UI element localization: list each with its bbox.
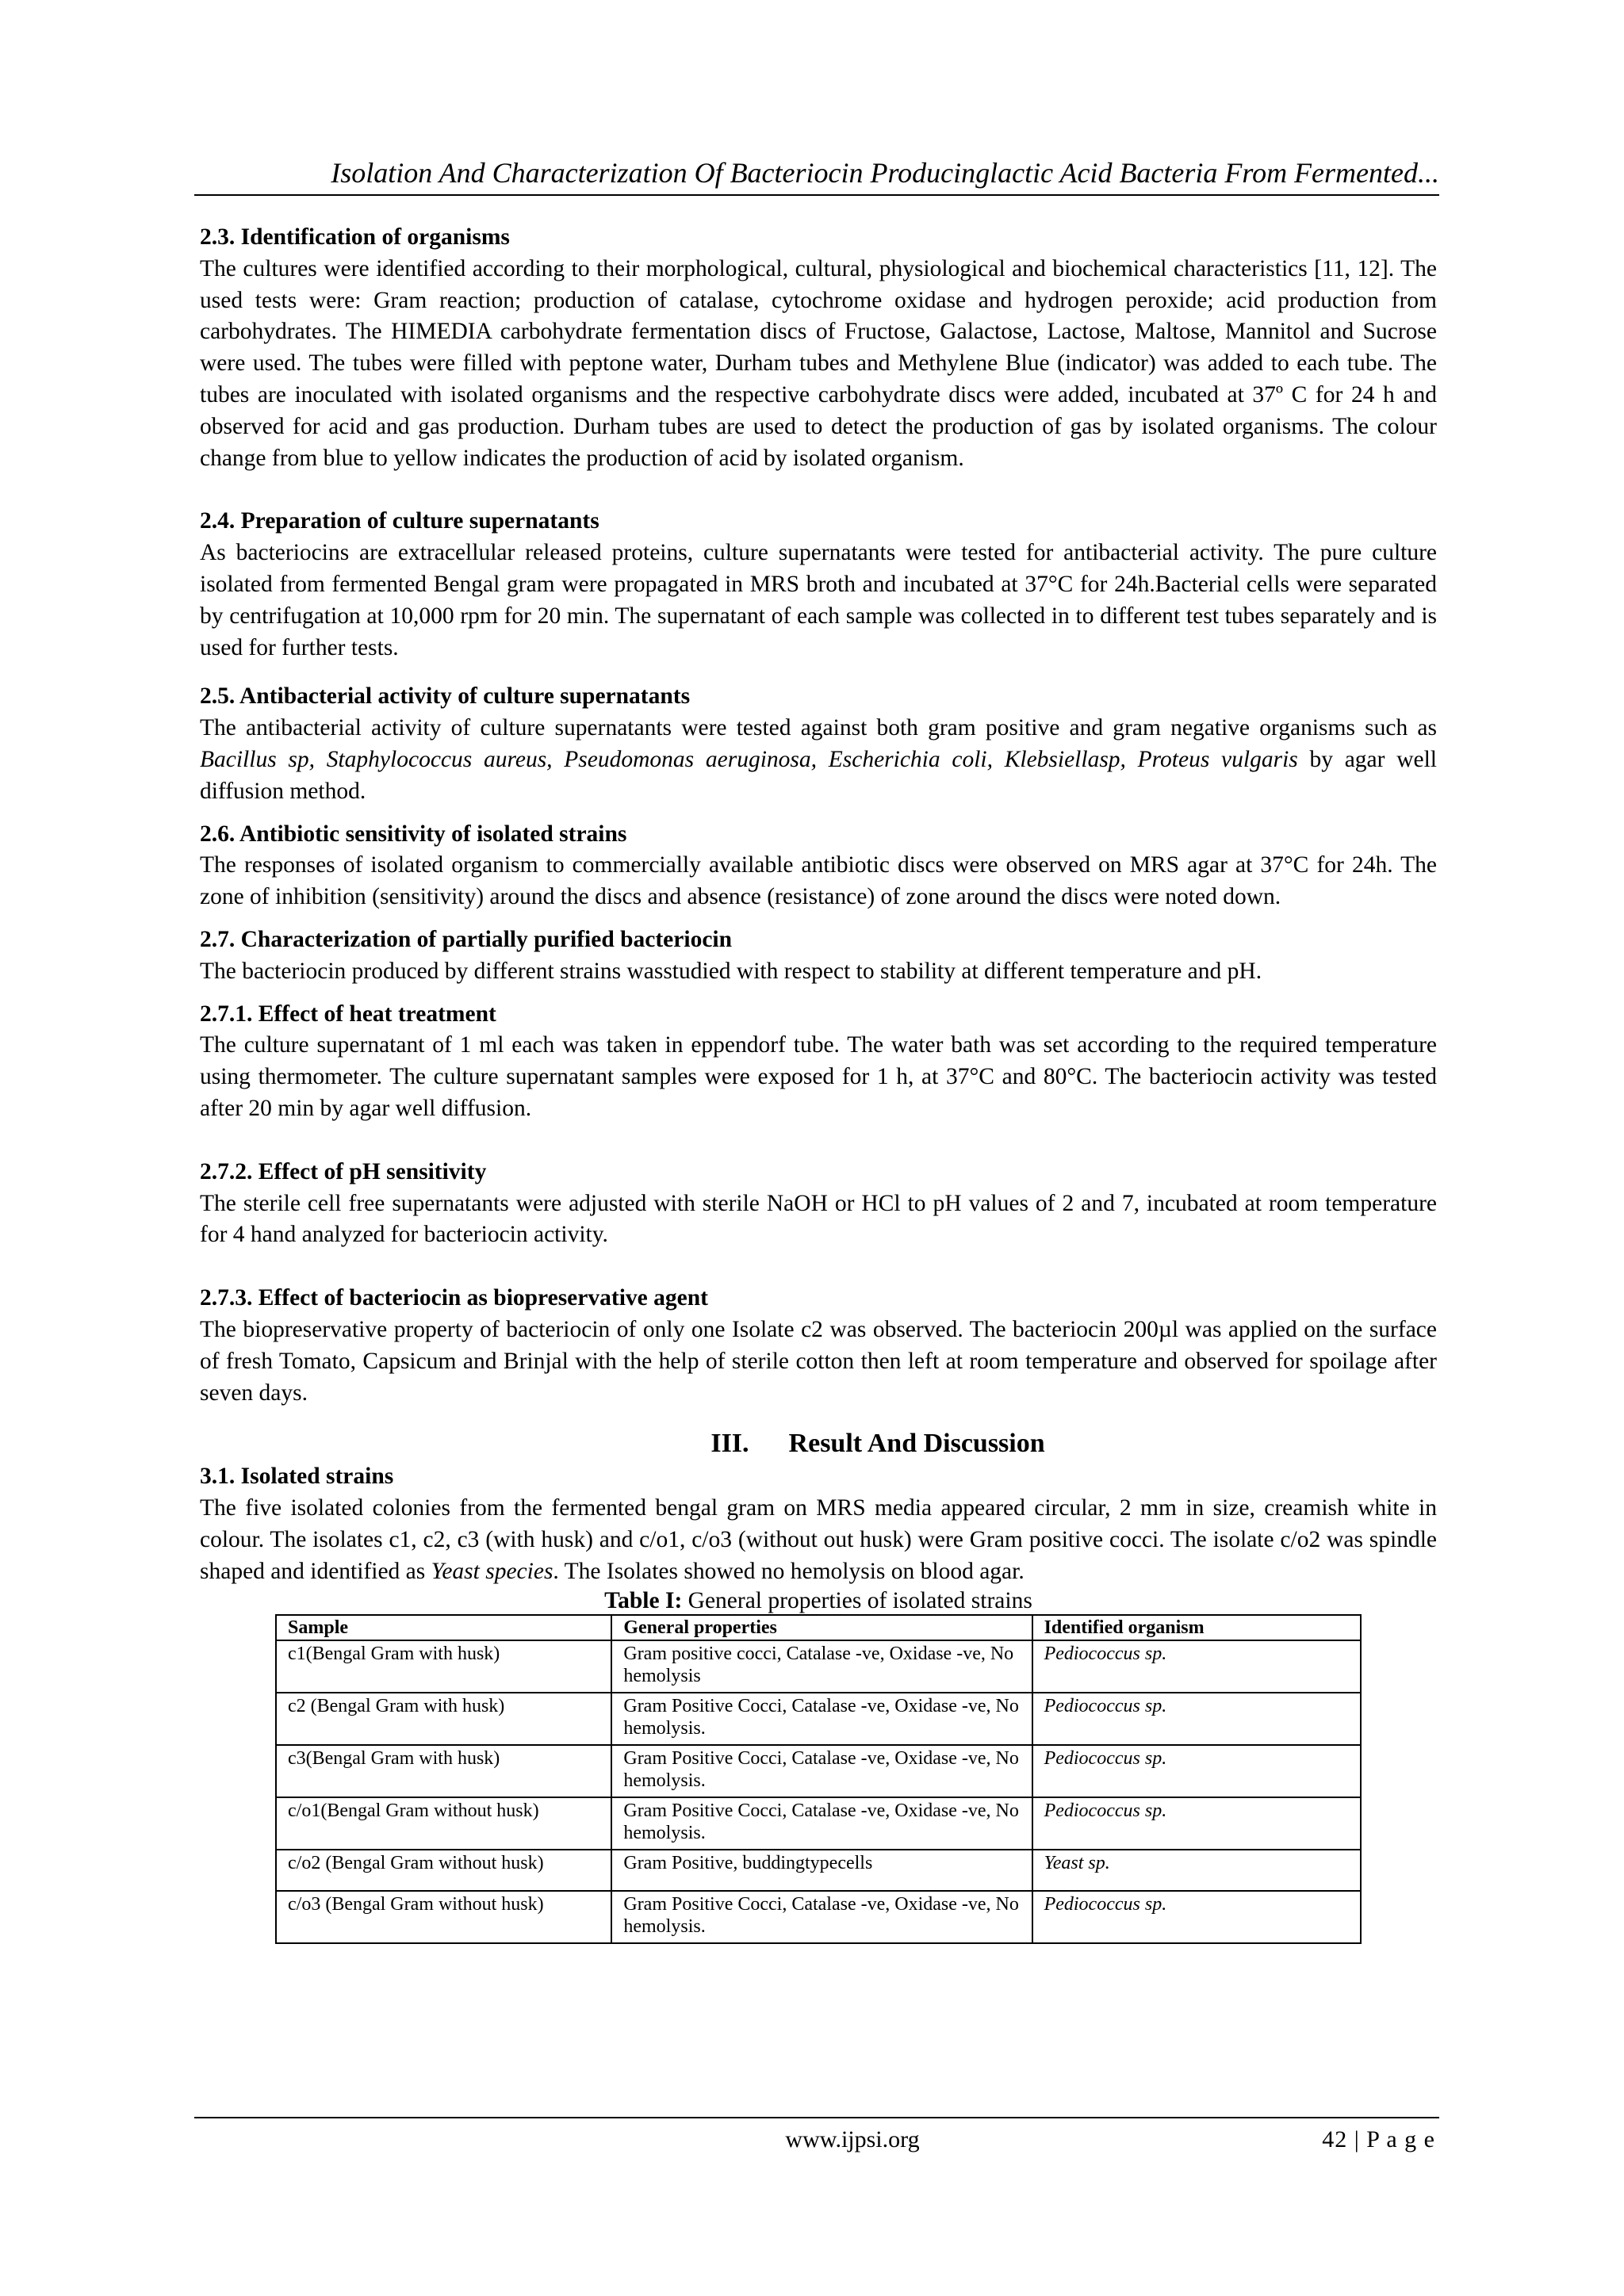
organism-list: Bacillus sp, Staphylococcus aureus, Pseudomonas aeruginosa, Escherichia coli, Klebsiellasp, Proteus vulgaris (200, 746, 1298, 772)
section-body: As bacteriocins are extracellular released proteins, culture supernatants were tested for antibacterial activity. The pure culture isolated from fermented Bengal gram were propagated in MRS broth and incubated at 37°C for 24h.Bacterial cells were separated by centrifugation at 10,000 rpm for 20 min. The supernatant of each sample was collected in to different test tubes separately and is used for further tests. (200, 540, 1437, 660)
page-content (200, 222, 1437, 1944)
table-caption-text: General properties of isolated strains (682, 1588, 1032, 1614)
column-header: Sample (276, 1615, 611, 1640)
section-2-7-1 (200, 999, 1437, 1125)
organism-cell: Pediococcus sp. (1032, 1891, 1361, 1943)
column-header: Identified organism (1032, 1615, 1361, 1640)
properties-cell: Gram Positive Cocci, Catalase -ve, Oxidase -ve, No hemolysis. (611, 1693, 1032, 1745)
organism-cell: Pediococcus sp. (1032, 1797, 1361, 1850)
section-heading: 3.1. Isolated strains (200, 1464, 394, 1490)
section-2-7-3 (200, 1283, 1437, 1409)
sample-cell: c3(Bengal Gram with husk) (276, 1745, 611, 1797)
section-heading: 2.7.3. Effect of bacteriocin as biopreservative agent (200, 1285, 708, 1311)
table-row (276, 1797, 1361, 1850)
table-header-row (276, 1615, 1361, 1640)
properties-cell: Gram Positive Cocci, Catalase -ve, Oxidase -ve, No hemolysis. (611, 1891, 1032, 1943)
table-label: Table I: (604, 1588, 683, 1614)
section-heading: 2.3. Identification of organisms (200, 224, 510, 250)
table-row (276, 1745, 1361, 1797)
column-header: General properties (611, 1615, 1032, 1640)
organism-cell: Pediococcus sp. (1032, 1693, 1361, 1745)
properties-cell: Gram Positive Cocci, Catalase -ve, Oxidase -ve, No hemolysis. (611, 1745, 1032, 1797)
section-body: The bacteriocin produced by different strains wasstudied with respect to stability at different temperature and pH. (200, 958, 1262, 984)
properties-cell: Gram Positive, buddingtypecells (611, 1850, 1032, 1891)
section-heading: 2.7.1. Effect of heat treatment (200, 1001, 496, 1027)
section-heading: 2.4. Preparation of culture supernatants (200, 508, 599, 534)
chapter-title: Result And Discussion (788, 1429, 1045, 1459)
section-body: The biopreservative property of bacteriocin of only one Isolate c2 was observed. The bacteriocin 200µl was applied on the surface of fresh Tomato, Capsicum and Brinjal with the help of sterile cotton then left at room temperature and observed for spoilage after seven days. (200, 1316, 1437, 1406)
section-2-6 (200, 819, 1437, 913)
section-2-4 (200, 506, 1437, 664)
section-body: The culture supernatant of 1 ml each was taken in eppendorf tube. The water bath was set according to the required temperature using thermometer. The culture supernatant samples were exposed for 1 h, at 37°C and 80°C. The bacteriocin activity was tested after 20 min by agar well diffusion. (200, 1032, 1437, 1121)
section-2-7 (200, 924, 1437, 988)
section-body: The cultures were identified according to their morphological, cultural, physiological and biochemical characteristics [11, 12]. The used tests were: Gram reaction; production of catalase, cytochrome oxidase and hydrogen peroxide; acid production from carbohydrates. The HIMEDIA carbohydrate fermentation discs of Fructose, Galactose, Lactose, Maltose, Mannitol and Sucrose were used. The tubes were filled with peptone water, Durham tubes and Methylene Blue (indicator) was added to each tube. The tubes are inoculated with isolated organisms and the respective carbohydrate discs were added, incubated at 37º C for 24 h and observed for acid and gas production. Durham tubes are used to detect the production of gas by isolated organisms. The colour change from blue to yellow indicates the production of acid by isolated organism. (200, 255, 1437, 471)
section-body: The responses of isolated organism to commercially available antibiotic discs were observed on MRS agar at 37°C for 24h. The zone of inhibition (sensitivity) around the discs and absence (resistance) of zone around the discs were noted down. (200, 852, 1437, 910)
chapter-heading (200, 1426, 1437, 1461)
section-3-1 (200, 1461, 1437, 1587)
table-row (276, 1850, 1361, 1891)
sample-cell: c2 (Bengal Gram with husk) (276, 1693, 611, 1745)
section-body: The sterile cell free supernatants were adjusted with sterile NaOH or HCl to pH values of 2 and 7, incubated at room temperature for 4 hand analyzed for bacteriocin activity. (200, 1190, 1437, 1248)
running-header: Isolation And Characterization Of Bacteriocin Producinglactic Acid Bacteria From Fermented... (194, 155, 1439, 196)
properties-table (275, 1614, 1362, 1944)
yeast-species: Yeast species (431, 1558, 553, 1584)
table-row (276, 1693, 1361, 1745)
section-body (200, 1493, 1437, 1587)
section-2-3 (200, 222, 1437, 474)
footer-url[interactable]: www.ijpsi.org (785, 2126, 920, 2152)
organism-cell: Pediococcus sp. (1032, 1745, 1361, 1797)
page-number: 42 | P a g e (1322, 2126, 1435, 2152)
table-row (276, 1891, 1361, 1943)
body-text: The five isolated colonies from the fermented bengal gram on MRS media appeared circular, 2 mm in size, creamish white in colour. The isolates c1, c2, c3 (with husk) and c/o1, c/o3 (without out husk) were Gram positive cocci. The isolate c/o2 was spindle shaped and identified as (200, 1495, 1437, 1584)
organism-cell: Yeast sp. (1032, 1850, 1361, 1891)
body-text: . The Isolates showed no hemolysis on blood agar. (553, 1558, 1025, 1584)
properties-cell: Gram Positive Cocci, Catalase -ve, Oxidase -ve, No hemolysis. (611, 1797, 1032, 1850)
section-heading: 2.6. Antibiotic sensitivity of isolated strains (200, 821, 627, 847)
section-2-7-2 (200, 1157, 1437, 1251)
sample-cell: c/o2 (Bengal Gram without husk) (276, 1850, 611, 1891)
footer-rule (194, 2117, 1439, 2118)
properties-cell: Gram positive cocci, Catalase -ve, Oxidase -ve, No hemolysis (611, 1640, 1032, 1693)
chapter-number: III. (710, 1429, 749, 1459)
section-heading: 2.7.2. Effect of pH sensitivity (200, 1158, 487, 1184)
sample-cell: c1(Bengal Gram with husk) (276, 1640, 611, 1693)
table-row (276, 1640, 1361, 1693)
section-heading: 2.7. Characterization of partially purified bacteriocin (200, 926, 733, 952)
sample-cell: c/o3 (Bengal Gram without husk) (276, 1891, 611, 1943)
section-body (200, 713, 1437, 807)
body-text: The antibacterial activity of culture supernatants were tested against both gram positive and gram negative organisms such as (200, 715, 1437, 741)
body-text: by agar well diffusion method. (200, 746, 1437, 804)
section-2-5 (200, 681, 1437, 807)
organism-cell: Pediococcus sp. (1032, 1640, 1361, 1693)
sample-cell: c/o1(Bengal Gram without husk) (276, 1797, 611, 1850)
section-heading: 2.5. Antibacterial activity of culture supernatants (200, 683, 691, 710)
table-caption (200, 1587, 1437, 1614)
